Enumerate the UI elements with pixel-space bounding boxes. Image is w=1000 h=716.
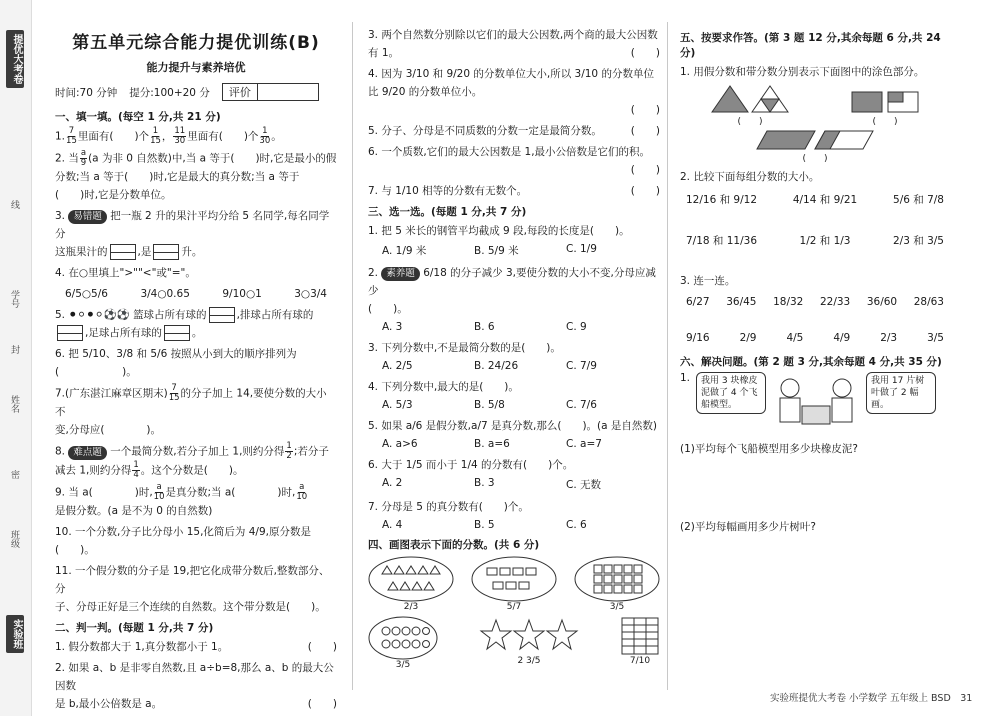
score: 提分:100+20 分 <box>129 86 210 99</box>
choice-5-options: A. a>6 B. a=6 C. a=7 <box>382 438 602 450</box>
question-8: 8. 难点题 一个最简分数,若分子加上 1,则约分得 $\frac{1}{2}$ ;若分子 减去 1,则约分得 $\frac{1}{4}$ 。这个分数是( )。 <box>55 441 329 480</box>
figure-grid: 7/10 <box>620 616 660 666</box>
brand-tab: 实验班 <box>6 615 24 653</box>
shaded-parallelograms-icon <box>755 129 875 151</box>
figure-triangles: 2/3 <box>368 556 454 612</box>
match-top: 6/27 36/45 18/32 22/33 36/60 28/63 <box>686 296 944 308</box>
column-2 <box>368 26 660 674</box>
question-4: 4. 在○里填上">""<"或"="。 <box>55 267 196 279</box>
choice-2-options: A. 3 B. 6 C. 9 <box>382 321 587 333</box>
compare-row-1: 12/16 和 9/12 4/14 和 9/21 5/6 和 7/8 <box>686 194 944 206</box>
question-1: 1. $\frac{7}{15}$ 里面有( )个 $\frac{1}{15}$ ， $\frac{11}{30}$ 里面有( )个 $\frac{1}{30}$ 。 <box>55 126 282 146</box>
figure-squares: 3/5 <box>574 556 660 612</box>
problem-2: 2. 比较下面每组分数的大小。 <box>680 171 820 183</box>
parallelogram-group: ( ) <box>680 129 950 164</box>
square-group-1: ( ) <box>850 90 920 127</box>
question-10: 10. 一个分数,分子比分母小 15,化简后为 4/9,原分数是( )。 <box>55 526 311 556</box>
shaded-squares-icon <box>850 90 920 114</box>
binding-strip <box>0 0 32 716</box>
question-6: 6. 把 5/10、3/8 和 5/6 按照从小到大的顺序排列为( )。 <box>55 348 297 378</box>
figure-stars: 2 3/5 <box>479 616 579 666</box>
choice-7-options: A. 4 B. 5 C. 6 <box>382 519 587 531</box>
page-footer: 实验班提优大考卷 小学数学 五年级上 BSD 31 <box>770 693 973 704</box>
name-label: 姓名 <box>9 395 19 413</box>
seal-label: 封 <box>9 345 19 354</box>
question-3: 3. 易错题 把一瓶 2 升的果汁平均分给 5 名同学,每名同学分 这瓶果汁的 ,是 升。 <box>55 210 330 258</box>
judge-7: 7. 与 1/10 相等的分数有无数个。 ( ) <box>368 185 660 197</box>
word-problem: 1. 我用 3 块橡皮泥做了 4 个飞船模型。 我用 17 片树叶做了 2 幅画。 <box>680 372 950 432</box>
judge-4: 4. 因为 3/10 和 9/20 的分数单位大小,所以 3/10 的分数单位比 9/20 的分数单位小。 ( ) <box>368 68 660 116</box>
compare-row-2: 7/18 和 11/36 1/2 和 1/3 2/3 和 3/5 <box>686 235 944 247</box>
section-2: 二、判一判。(每题 1 分,共 7 分) <box>55 622 214 634</box>
sub-question-2: (2)平均每幅画用多少片树叶? <box>680 521 816 533</box>
drawing-row-1 <box>368 556 660 612</box>
circles-oval-icon <box>368 616 438 660</box>
triangle-group-1: ( ) <box>710 84 790 127</box>
class-label: 班级 <box>9 530 19 548</box>
section-5: 五、按要求作答。(第 3 题 12 分,其余每题 6 分,共 24 分) <box>680 32 941 59</box>
sub-question-1: (1)平均每个飞船模型用多少块橡皮泥? <box>680 443 858 455</box>
choice-1: 1. 把 5 米长的钢管平均截成 9 段,每段的长度是( )。 <box>368 225 630 237</box>
match-bottom: 9/16 2/9 4/5 4/9 2/3 3/5 <box>686 332 944 344</box>
column-1 <box>55 26 337 716</box>
meta-row <box>55 83 337 101</box>
problem-3: 3. 连一连。 <box>680 275 736 287</box>
shape-row-1 <box>680 84 950 127</box>
choice-4: 4. 下列分数中,最大的是( )。 <box>368 381 519 393</box>
id-label: 学号 <box>9 290 19 308</box>
rectangles-oval-icon <box>471 556 557 602</box>
choice-2: 2. 素养题 6/18 的分子减少 3,要使分数的大小不变,分母应减少 ( )。 <box>368 267 656 315</box>
judge-5: 5. 分子、分母是不同质数的分数一定是最简分数。 ( ) <box>368 125 660 137</box>
children-illustration-icon <box>772 372 860 432</box>
drawing-row-2 <box>368 616 660 670</box>
question-4-items: 6/5○5/6 3/4○0.65 9/10○1 3○3/4 <box>65 288 327 300</box>
choice-6-options: A. 2 B. 3 C. 无数 <box>382 477 602 491</box>
balls-icon: ⚫⚪⚫⚪⚽⚽ <box>68 309 130 321</box>
page-subtitle: 能力提升与素养培优 <box>146 61 246 74</box>
figure-circles: 3/5 <box>368 616 438 670</box>
triangles-oval-icon <box>368 556 454 602</box>
choice-5: 5. 如果 a/6 是假分数,a/7 是真分数,那么( )。(a 是自然数) <box>368 420 658 432</box>
question-2: 2. 当 $\frac{a}{9}$ (a 为非 0 自然数)中,当 a 等于( )时,它是最小的假 分数;当 a 等于( )时,它是最大的真分数;当 a 等于 ( )时,它是分数单位。 <box>55 148 337 201</box>
problem-1: 1. 用假分数和带分数分别表示下面图中的涂色部分。 <box>680 66 925 78</box>
eval-box: 评价 <box>222 83 319 101</box>
judge-1: 1. 假分数都大于 1,真分数都小于 1。 ( ) <box>55 641 337 653</box>
shaded-triangles-icon <box>710 84 790 114</box>
squares-oval-icon <box>574 556 660 602</box>
time: 时间:70 分钟 <box>55 86 118 99</box>
choice-1-options: A. 1/9 米 B. 5/9 米 C. 1/9 <box>382 243 597 257</box>
choice-6: 6. 大于 1/5 而小于 1/4 的分数有( )个。 <box>368 459 574 471</box>
question-7: 7.(广东湛江麻章区期末) $\frac{7}{15}$ 的分子加上 14,要使分数的大小不 变,分母应( )。 <box>55 383 327 436</box>
choice-3: 3. 下列分数中,不是最简分数的是( )。 <box>368 342 561 354</box>
section-3: 三、选一选。(每题 1 分,共 7 分) <box>368 206 527 218</box>
choice-4-options: A. 5/3 B. 5/8 C. 7/6 <box>382 399 597 411</box>
section-6: 六、解决问题。(第 2 题 3 分,其余每题 4 分,共 35 分) <box>680 356 942 368</box>
question-11: 11. 一个假分数的分子是 19,把它化成带分数后,整数部分、分 子、分母正好是三个连续的自然数。这个带分数是( )。 <box>55 565 330 613</box>
section-1: 一、填一填。(每空 1 分,共 21 分) <box>55 111 221 123</box>
question-9: 9. 当 a( )时, $\frac{a}{10}$ 是真分数;当 a( )时, $\frac{a}{10}$ 是假分数。(a 是不为 0 的自然数) <box>55 482 308 517</box>
choice-7: 7. 分母是 5 的真分数有( )个。 <box>368 501 529 513</box>
seal-label: 线 <box>9 200 19 209</box>
question-5: 5. ⚫⚪⚫⚪⚽⚽ 篮球占所有球的 ,排球占所有球的 ,足球占所有球的 。 <box>55 309 314 339</box>
judge-6: 6. 一个质数,它们的最大公因数是 1,最小公倍数是它们的积。 ( ) <box>368 146 660 176</box>
judge-2: 2. 如果 a、b 是非零自然数,且 a÷b=8,那么 a、b 的最大公因数 是 b,最小公倍数是 a。 ( ) <box>55 662 337 710</box>
column-3 <box>680 26 950 539</box>
section-4: 四、画图表示下面的分数。(共 6 分) <box>368 539 540 551</box>
seal-label: 密 <box>9 470 19 479</box>
speech-bubble-2: 我用 17 片树叶做了 2 幅画。 <box>866 372 936 414</box>
choice-3-options: A. 2/5 B. 24/26 C. 7/9 <box>382 360 597 372</box>
speech-bubble-1: 我用 3 块橡皮泥做了 4 个飞船模型。 <box>696 372 766 414</box>
grid-icon <box>620 616 660 656</box>
page-title: 第五单元综合能力提优训练(B) <box>72 33 320 53</box>
figure-rectangles: 5/7 <box>471 556 557 612</box>
judge-3: 3. 两个自然数分别除以它们的最大公因数,两个商的最大公因数 有 1。 ( ) <box>368 29 660 59</box>
stars-icon <box>479 616 579 656</box>
brand-tab: 提优大考卷 <box>6 30 24 88</box>
